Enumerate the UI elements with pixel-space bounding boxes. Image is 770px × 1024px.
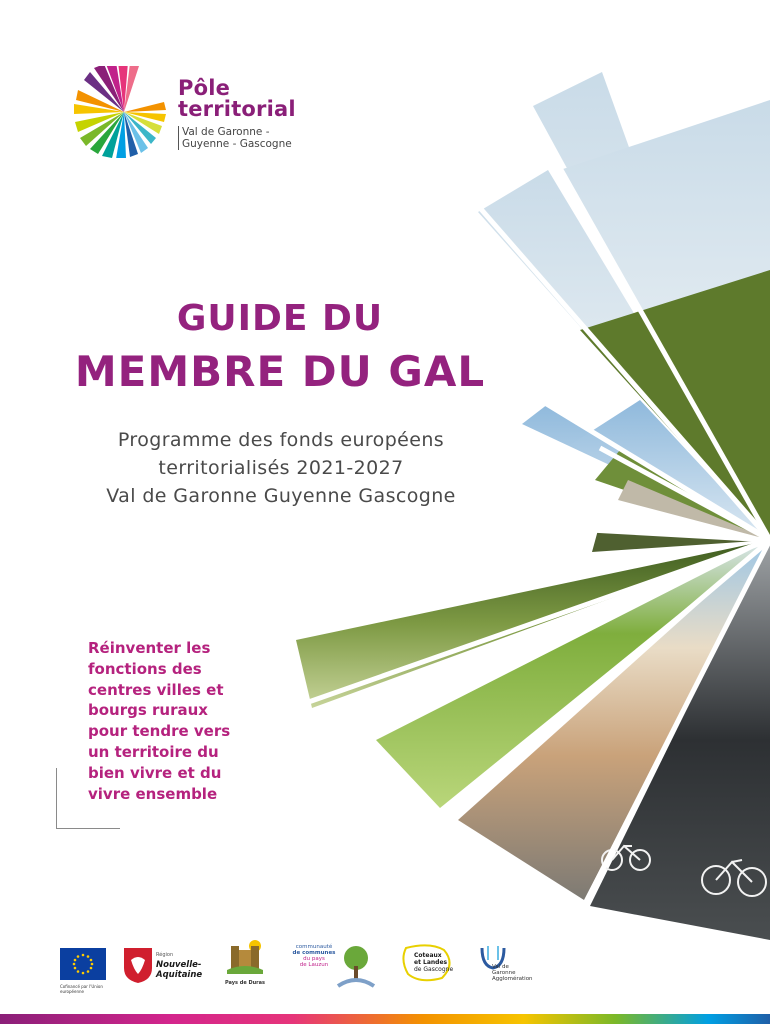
logo-title-line2: territorial [178, 97, 296, 121]
pays-de-duras-logo [220, 938, 270, 986]
rainbow-bottom-bar [0, 1014, 770, 1024]
tagline-line: fonctions des [88, 659, 202, 678]
cc-pays-de-lauzun-logo [286, 944, 342, 968]
cc-line4: de Lauzun [299, 962, 329, 968]
tagline [88, 638, 230, 804]
castle-icon [225, 938, 265, 976]
cc-line1: communauté [295, 944, 333, 950]
eu-caption: Cofinancé par l'Union européenne [60, 984, 103, 994]
decorative-bracket-horizontal [56, 828, 120, 829]
logo-sub-line1: Val de Garonne - [182, 126, 270, 138]
tagline-line: Réinventer les [88, 639, 211, 657]
tagline-line: pour tendre vers [88, 722, 231, 741]
title-line2: MEMBRE DU GAL [74, 347, 486, 396]
tagline-line: centres villes et [88, 680, 224, 699]
region-line1: Nouvelle- [156, 960, 202, 970]
subtitle-line3: Val de Garonne Guyenne Gascogne [106, 485, 456, 507]
tree-icon [336, 944, 376, 992]
subtitle-line1: Programme des fonds européens [117, 429, 445, 451]
region-prefix: Région [156, 952, 174, 958]
coteaux-line1: Coteaux [414, 952, 442, 959]
logo-title-line1: Pôle [178, 76, 231, 100]
subtitle-line2: territorialisés 2021-2027 [158, 457, 404, 479]
vga-line3: Agglomération [492, 976, 533, 982]
coteaux-line3: de Gascogne [414, 966, 454, 973]
vga-line2: Garonne [492, 970, 516, 976]
duras-name: Pays de Duras [225, 980, 265, 986]
coteaux-et-landes-logo [400, 942, 458, 988]
vga-line1: Val de [492, 964, 509, 970]
title-line1: GUIDE DU [176, 298, 384, 339]
decorative-bracket-vertical [56, 768, 57, 828]
region-shield-icon [122, 946, 154, 984]
region-line2: Aquitaine [156, 970, 203, 980]
eu-flag-icon [60, 948, 106, 980]
eu-flag-logo [60, 948, 120, 994]
tagline-line: bourgs ruraux [88, 701, 208, 720]
cc-line2: de communes [292, 950, 336, 956]
val-de-garonne-agglo-logo [478, 942, 533, 982]
cc-line3: du pays [303, 956, 325, 962]
coteaux-line2: et Landes [414, 959, 448, 966]
region-nouvelle-aquitaine-logo [122, 946, 203, 988]
subtitle [56, 426, 506, 510]
partner-logos [60, 938, 540, 994]
tagline-line: vivre ensemble [88, 784, 218, 803]
logo-sub-line2: Guyenne - Gascogne [182, 138, 292, 150]
tagline-line: bien vivre et du [88, 763, 222, 782]
tagline-line: un territoire du [88, 742, 219, 761]
